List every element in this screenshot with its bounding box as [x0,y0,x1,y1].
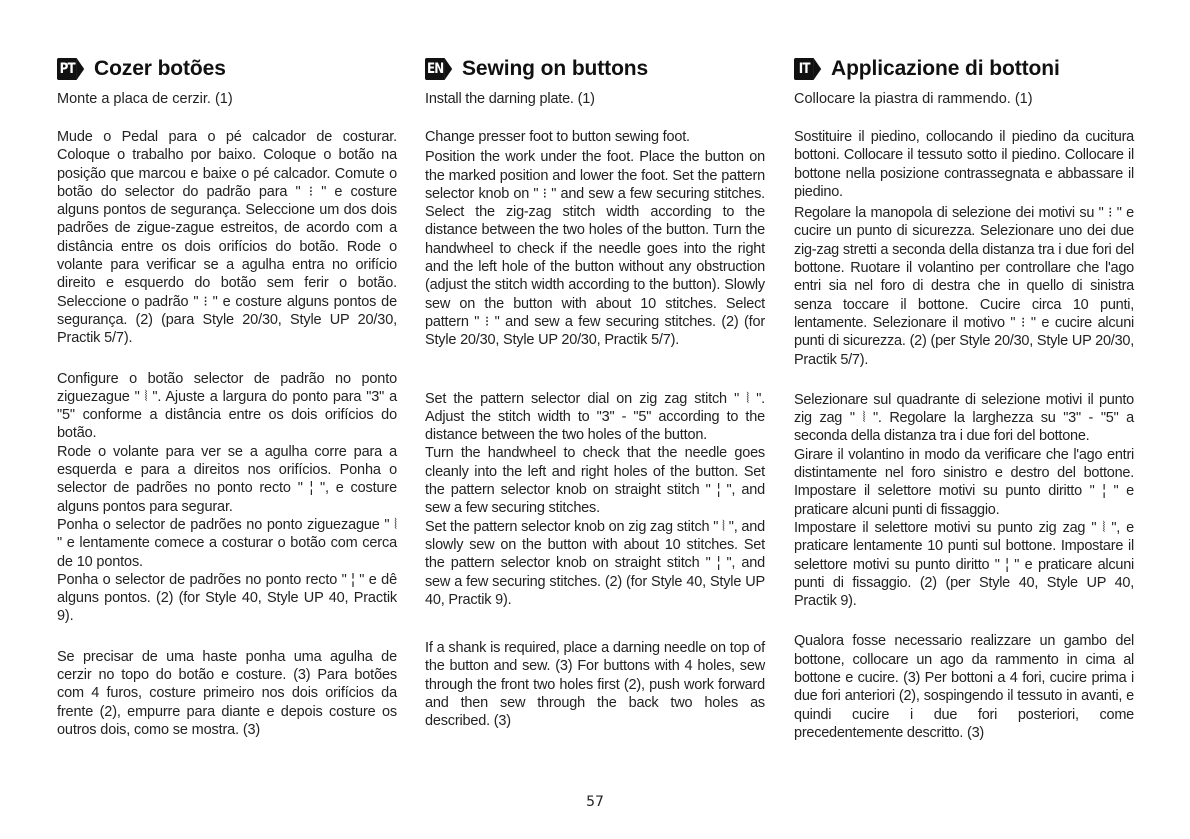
paragraph: Regolare la manopola di selezione dei motivi su " ⁝ " e cucire un punto di sicurezza. Selezionare uno dei due zig-zag stretti a seconda della distanza tra i due fori del bottone. Ruotare il volantino per controllare che l'ago entri sia nel foro di destra che in quello di sinistra senza toccare il bottone. Cucire circa 10 punti, lentamente. Selezionare il motivo " ⁝ " e cucire alcuni punti di sicurezza. (2) (per Style 20/30, Style UP 20/30, Practik 5/7). [794,205,1134,368]
paragraph: Configure o botão selector de padrão no ponto ziguezague " ⦚ ". Ajuste a largura do ponto para "3" a "5" conforme a distância entre os dois orifícios do botão. [57,370,397,442]
paragraph: Se precisar de uma haste ponha uma agulha de cerzir no topo do botão e costure. (3) Para botões com 4 furos, costure primeiro nos dois orifícios da frente (2), empurre para diante e depois costure os outros dois, como se mostra. (3) [57,648,397,738]
column-italian [794,56,1134,764]
instruction-block-1 [57,128,397,348]
section-title: Cozer botões [94,57,226,80]
section-title: Sewing on buttons [462,57,649,80]
paragraph: Qualora fosse necessario realizzare un gambo del bottone, collocare un ago da rammento in cima al bottone e cucire. (3) Per bottoni a 4 fori, cucire prima i due fori anteriori (2), sospingendo il tessuto in avanti, e quindi cucire i due fori posteriori, come precedentemente descritto. (3) [794,633,1134,741]
language-badge-it-icon: IT [794,58,814,80]
intro-line: Install the darning plate. (1) [425,91,595,107]
paragraph: Sostituire il piedino, collocando il piedino da cucitura bottoni. Collocare il tessuto sotto il piedino. Collocare il bottone nella posizione contrassegnata e abbassare il piedino. [794,129,1134,200]
paragraph: Change presser foot to button sewing foot. [425,129,690,145]
section-heading [425,56,765,82]
instruction-block-2 [425,390,765,610]
instruction-block-3 [425,639,765,730]
instruction-block-3 [57,648,397,739]
column-english [425,56,765,753]
language-badge-pt-icon: PT [57,58,77,80]
section-title: Applicazione di bottoni [831,57,1060,80]
paragraph: Selezionare sul quadrante di selezione motivi il punto zig zag " ⦚ ". Regolare la larghezza su "3" - "5" a seconda della distanza tra i due fori del bottone. [794,391,1134,445]
paragraph: Set the pattern selector knob on zig zag stitch " ⦚ ", and slowly sew on the button with about 10 stitches. Set the pattern selector knob on straight stitch " ¦ ", and sew a few securing stitches. (2) (for Style 40, Style UP 40, Practik 9). [425,518,765,608]
section-heading [794,56,1134,82]
instruction-block-2 [57,370,397,626]
paragraph: If a shank is required, place a darning needle on top of the button and sew. (3) For buttons with 4 holes, sew through the front two holes first (2), push work forward and then sew through the back two holes as described. (3) [425,640,765,730]
instruction-block-1 [425,128,765,350]
instruction-block-3 [794,632,1134,742]
paragraph: Turn the handwheel to check that the needle goes cleanly into the left and right holes of the button. Set the pattern selector knob on straight stitch " ¦ ", and sew a few securing stitches. [425,445,765,517]
paragraph: Mude o Pedal para o pé calcador de costurar. Coloque o trabalho por baixo. Coloque o botão na posição que marcou e baixe o pé calcador. Comute o botão do selector do padrão para " ⁝ " e costure alguns pontos de segurança. Seleccione um dos dois padrões de zigue-zague estreitos, de acordo com a distância entre os dois orifícios do botão. Rode o volante para verificar se a agulha entra no orifício direito e esquerdo do botão sem ferir o botão. Seleccione o padrão " ⁝ " e costure alguns pontos de segurança. (2) (para Style 20/30, Style UP 20/30, Practik 5/7). [57,129,397,347]
section-heading [57,56,397,82]
paragraph: Rode o volante para ver se a agulha corre para a esquerda e para a direitos nos orifícios. Ponha o selector de padrões no ponto recto " ¦ ", e costure alguns pontos para segurar. [57,443,397,515]
column-portuguese [57,56,397,761]
paragraph: Ponha o selector de padrões no ponto ziguezague " ⦚ " e lentamente comece a costurar o botão com cerca de 10 pontos. [57,516,397,570]
paragraph: Set the pattern selector dial on zig zag stitch " ⦚ ". Adjust the stitch width to "3" - "5" according to the distance between the two holes of the button. [425,390,765,444]
language-badge-en-icon: EN [425,58,445,80]
paragraph: Girare il volantino in modo da verificare che l'ago entri distintamente nel foro sinistro e destro del bottone. Impostare il selettore motivi su punto diritto " ¦ " e praticare alcuni punti di fissaggio. [794,446,1134,518]
instruction-block-1 [794,128,1134,369]
page-number: 57 [586,794,604,810]
paragraph: Position the work under the foot. Place the button on the marked position and lower the foot. Set the pattern selector knob on " ⁝ " and sew a few securing stitches. Select the zig-zag stitch width according to the distance between the two holes of the button. Turn the handwheel to check if the needle goes into the right and the left hole of the button without any obstruction (adjust the stitch width according to the button). Slowly sew on the button with about 10 stitches. Select pattern " ⁝ " and sew a few securing stitches. (2) (for Style 20/30, Style UP 20/30, Practik 5/7). [425,149,765,349]
instruction-block-2 [794,391,1134,611]
intro-line: Collocare la piastra di rammendo. (1) [794,91,1033,107]
intro-line: Monte a placa de cerzir. (1) [57,91,233,107]
paragraph: Impostare il selettore motivi su punto zig zag " ⦚ ", e praticare lentamente 10 punti sul bottone. Impostare il selettore motivi su punto diritto " ¦ " e praticare alcuni punti di fissaggio. (2) (per Style 40, Style UP 40, Practik 9). [794,519,1134,610]
paragraph: Ponha o selector de padrões no ponto recto " ¦ " e dê alguns pontos. (2) (for Style 40, Style UP 40, Practik 9). [57,571,397,625]
